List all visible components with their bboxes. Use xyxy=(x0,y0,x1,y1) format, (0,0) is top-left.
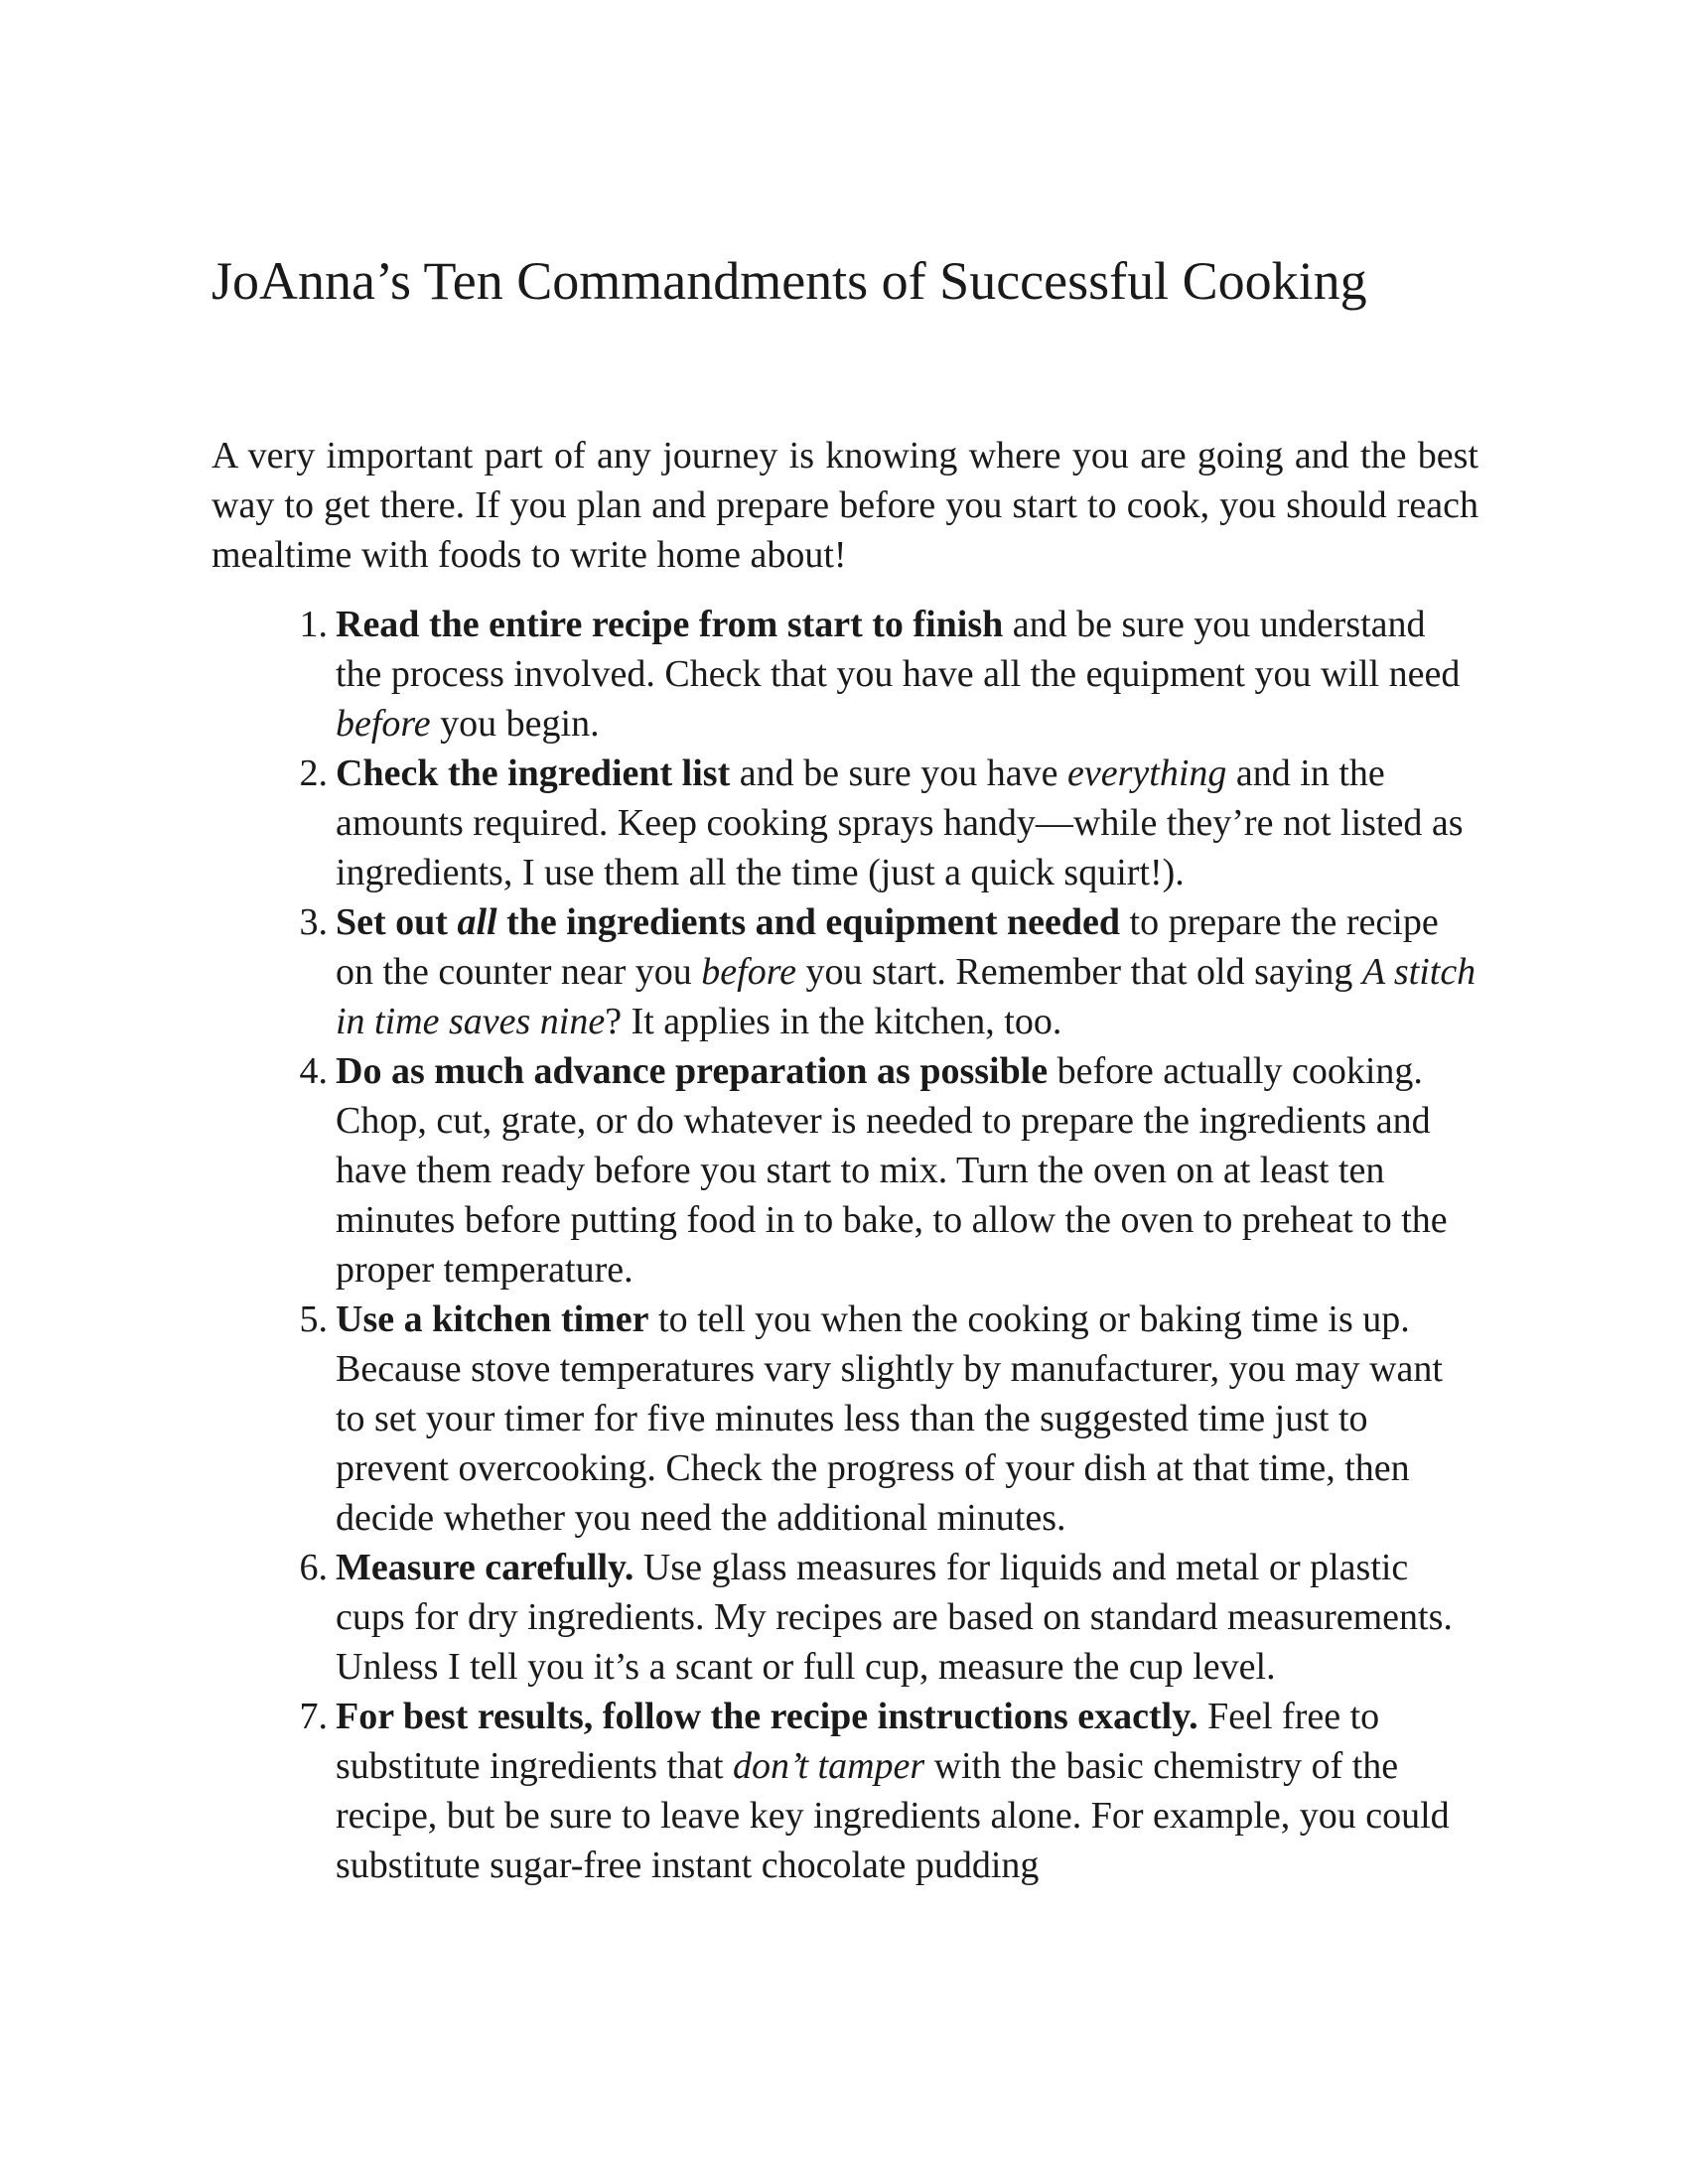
item-text: and in the amounts required. Keep cooking sprays handy—while they’re not listed as ingredients, I use them all the time (just a quick squirt!). xyxy=(336,752,1464,893)
item-number: 6 . xyxy=(294,1543,328,1592)
item-text: Use glass measures for liquids and metal or plastic cups for dry ingredients. My recipes are based on standard measurements. Unless I tell you it’s a scant or full cup, measure the cup level. xyxy=(336,1547,1453,1688)
list-item xyxy=(299,600,1479,749)
item-heading xyxy=(336,901,1120,943)
item-emphasis: before xyxy=(336,703,431,745)
page-title: JoAnna’s Ten Commandments of Successful Cooking xyxy=(211,251,1367,311)
item-number: 3 . xyxy=(294,897,328,947)
item-number: 1 . xyxy=(294,600,328,649)
item-emphasis: A stitch in time saves nine xyxy=(336,951,1477,1042)
item-text: you begin. xyxy=(430,703,600,745)
item-emphasis: before xyxy=(701,951,796,993)
item-text: you start. Remember that old saying xyxy=(795,951,1362,993)
item-number: 7 . xyxy=(294,1692,328,1741)
item-text: to prepare the recipe on the counter near you xyxy=(336,901,1439,993)
item-heading: Do as much advance preparation as possible xyxy=(336,1050,1049,1092)
item-heading: Check the ingredient list xyxy=(336,752,731,794)
item-emphasis: everything xyxy=(1067,752,1227,794)
item-text: ? It applies in the kitchen, too. xyxy=(605,1001,1062,1042)
item-heading-part: the ingredients and equipment needed xyxy=(496,901,1121,943)
item-text: before actually cooking. Chop, cut, grate, or do whatever is needed to prepare the ingredients and have them ready before you start to mix. Turn the oven on at least ten minutes before putting food in to bake, to allow the oven to preheat to the proper temperature. xyxy=(336,1050,1448,1291)
item-text: with the basic chemistry of the recipe, but be sure to leave key ingredients alone. For example, you could substitute sugar-free instant chocolate pudding xyxy=(336,1745,1450,1886)
item-number: 2 . xyxy=(294,749,328,798)
commandments-list xyxy=(299,600,1479,1890)
item-text: to tell you when the cooking or baking time is up. Because stove temperatures vary slightly by manufacturer, you may want to set your timer for five minutes less than the suggested time just to prevent overcooking. Check the progress of your dish at that time, then decide whether you need the additional minutes. xyxy=(336,1298,1443,1539)
item-text: and be sure you have xyxy=(730,752,1068,794)
item-heading: Measure carefully. xyxy=(336,1547,634,1588)
item-heading: Read the entire recipe from start to finish xyxy=(336,604,1004,645)
item-number: 5 . xyxy=(294,1295,328,1344)
item-heading: For best results, follow the recipe instructions exactly. xyxy=(336,1696,1198,1737)
list-item xyxy=(299,749,1479,897)
list-item xyxy=(299,1692,1479,1890)
item-heading: Use a kitchen timer xyxy=(336,1298,649,1340)
item-text: Feel free to substitute ingredients that xyxy=(336,1696,1380,1787)
item-heading-part: Set out xyxy=(336,901,458,943)
list-item xyxy=(299,1295,1479,1543)
intro-paragraph: A very important part of any journey is knowing where you are going and the best way to get there. If you plan and prepare before you start to cook, you should reach mealtime with foods to write home about! xyxy=(211,435,1478,576)
item-text: and be sure you understand the process involved. Check that you have all the equipment you will need xyxy=(336,604,1461,695)
list-item xyxy=(299,1543,1479,1692)
item-number: 4 . xyxy=(294,1046,328,1096)
item-emphasis: don’t tamper xyxy=(733,1745,925,1787)
list-item xyxy=(299,897,1479,1046)
list-item xyxy=(299,1046,1479,1295)
item-heading-emphasis: all xyxy=(457,901,497,943)
